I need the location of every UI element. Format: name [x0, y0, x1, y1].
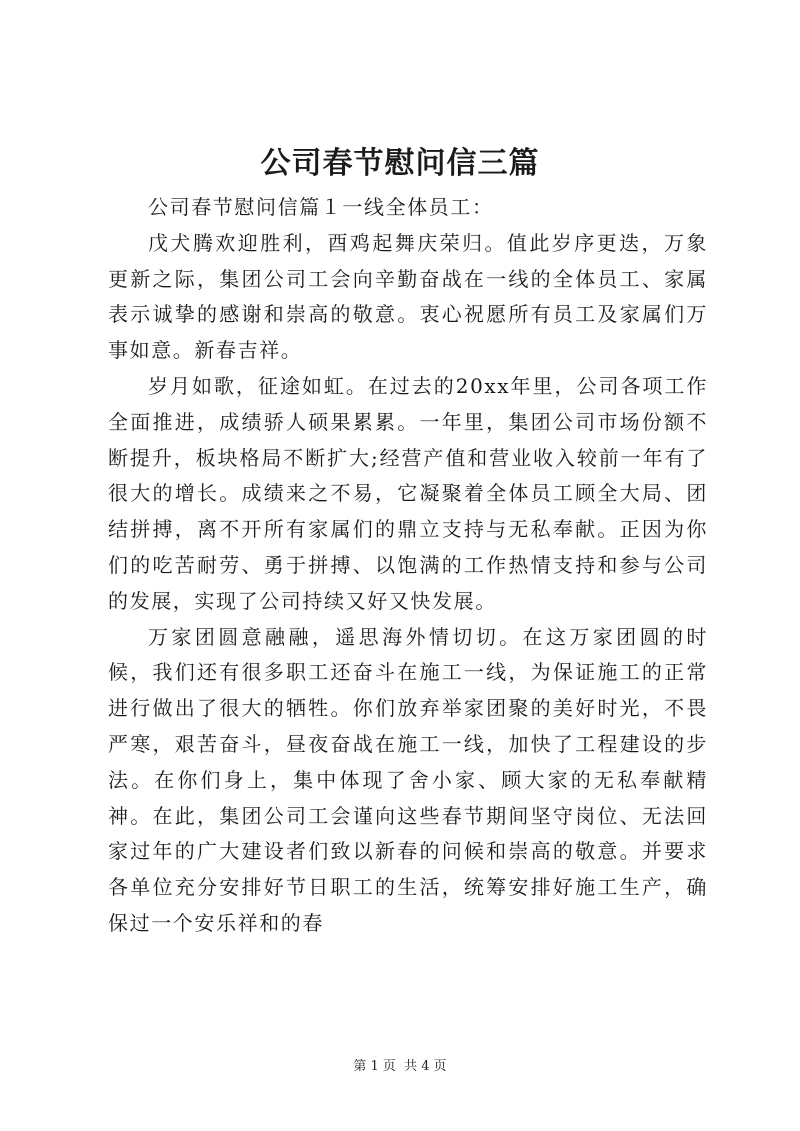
- paragraph-greeting: 公司春节慰问信篇１一线全体员工：: [148, 195, 494, 219]
- paragraph-3: 万家团圆意融融，遥思海外情切切。在这万家团圆的时候，我们还有很多职工还奋斗在施工一线，为保证施工的正常进行做出了很大的牺牲。你们放弃举家团聚的美好时光，不畏严寒，艰苦奋斗，昼夜奋战在施工一线，加快了工程建设的步法。在你们身上，集中体现了舍小家、顾大家的无私奉献精神。在此，集团公司工会谨向这些春节期间坚守岗位、无法回家过年的广大建设者们致以新春的问候和崇高的敬意。并要求各单位充分安排好节日职工的生活，统筹安排好施工生产，确保过一个安乐祥和的春: [108, 624, 708, 935]
- paragraph-2: 岁月如歌，征途如虹。在过去的20xx年里，公司各项工作全面推进，成绩骄人硕果累累。一年里，集团公司市场份额不断提升，板块格局不断扩大;经营产值和营业收入较前一年有了很大的增长。成绩来之不易，它凝聚着全体员工顾全大局、团结拼搏，离不开所有家属们的鼎立支持与无私奉献。正因为你们的吃苦耐劳、勇于拼搏、以饱满的工作热情支持和参与公司的发展，实现了公司持续又好又快发展。: [108, 373, 708, 613]
- page-total: 共 4 页: [404, 1059, 447, 1074]
- document-body: [108, 190, 708, 942]
- paragraph-1: 戊犬腾欢迎胜利，酉鸡起舞庆荣归。值此岁序更迭，万象更新之际，集团公司工会向辛勤奋战在一线的全体员工、家属表示诚挚的感谢和崇高的敬意。衷心祝愿所有员工及家属们万事如意。新春吉祥。: [108, 230, 708, 363]
- document-title: 公司春节慰问信三篇: [260, 146, 540, 181]
- page-footer: [0, 1055, 800, 1074]
- page-number: 第 1 页: [353, 1059, 396, 1074]
